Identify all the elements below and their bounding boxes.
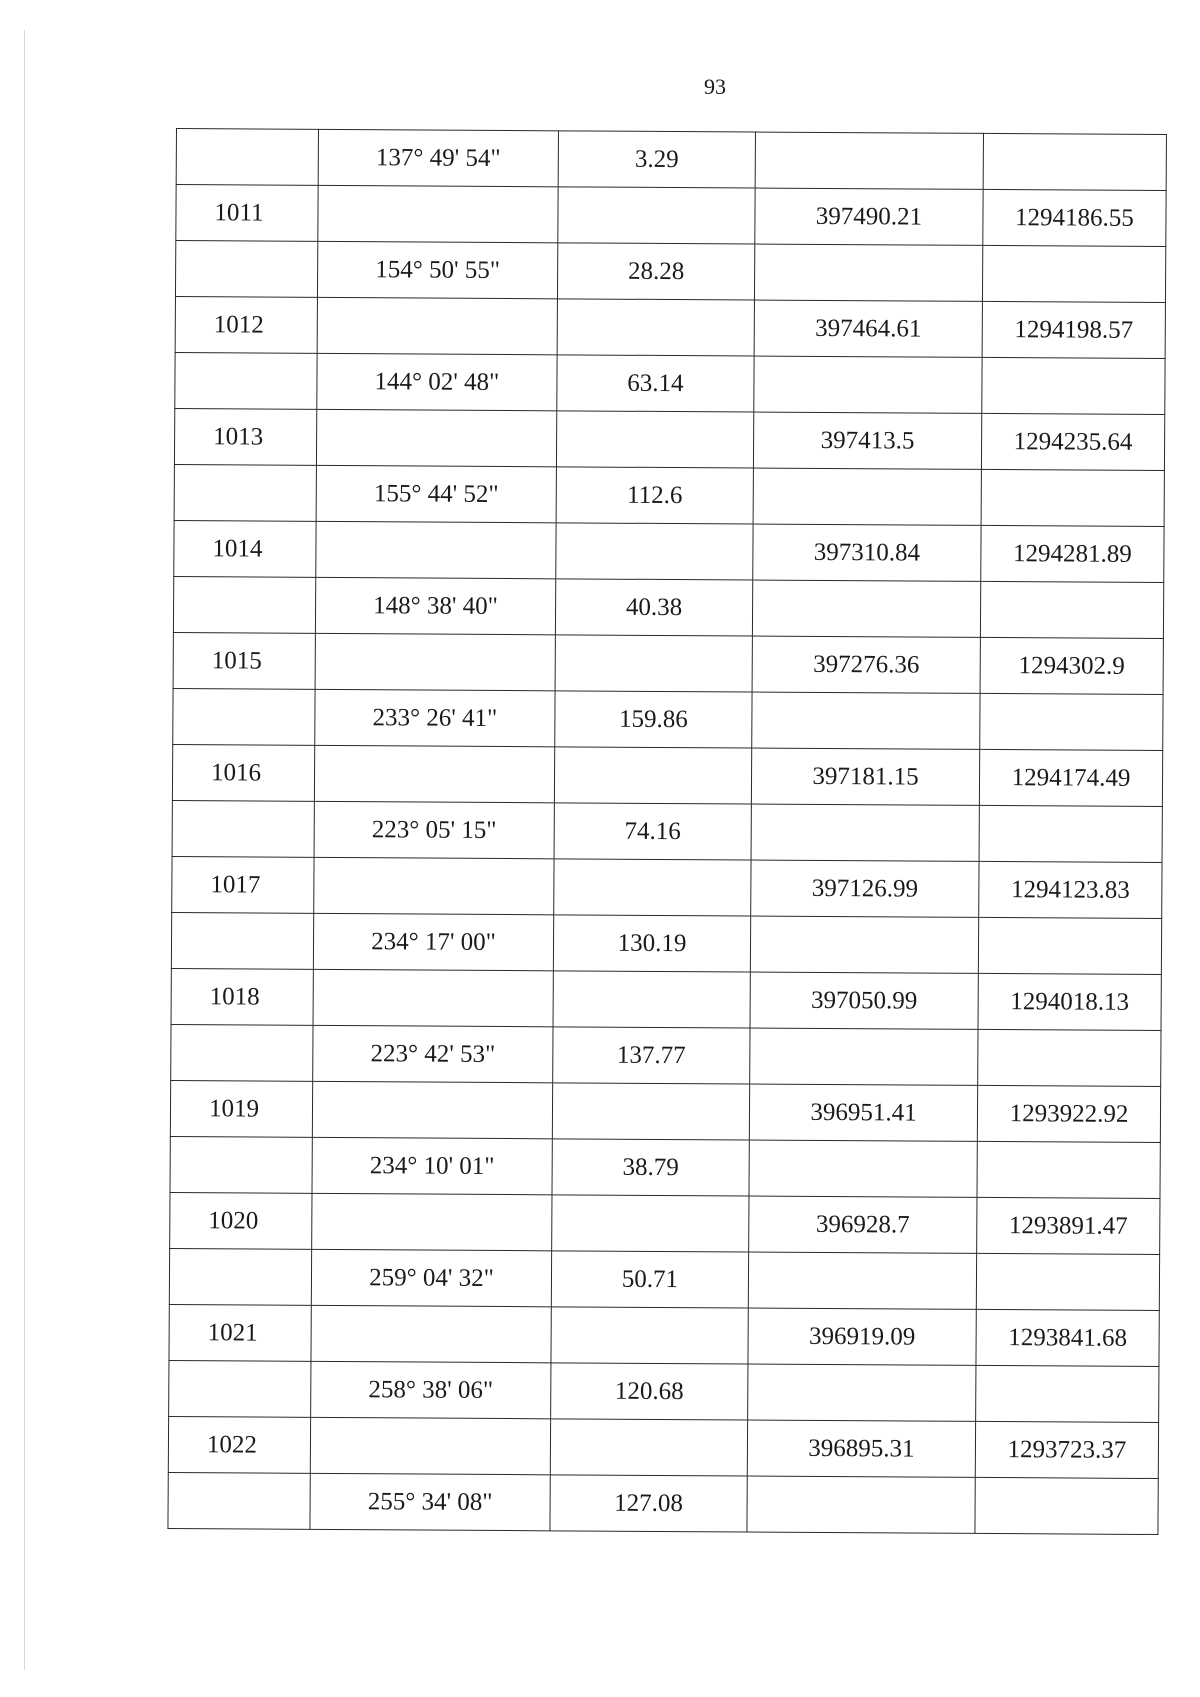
distance-cell bbox=[554, 859, 751, 916]
easting-cell bbox=[978, 1029, 1161, 1086]
table-row bbox=[173, 576, 1163, 638]
distance-cell bbox=[555, 635, 752, 692]
table-row bbox=[168, 1472, 1158, 1534]
distance-cell bbox=[551, 1307, 748, 1364]
point-id-cell bbox=[174, 464, 316, 521]
northing-cell bbox=[748, 1364, 976, 1421]
easting-cell bbox=[976, 1365, 1159, 1422]
easting-cell bbox=[979, 805, 1162, 862]
bearing-cell: 223° 05' 15" bbox=[314, 801, 554, 858]
point-id-cell: 1017 bbox=[172, 856, 314, 913]
bearing-cell: 259° 04' 32" bbox=[311, 1249, 551, 1306]
bearing-cell bbox=[315, 633, 555, 690]
bearing-cell: 223° 42' 53" bbox=[313, 1025, 553, 1082]
bearing-cell: 233° 26' 41" bbox=[315, 689, 555, 746]
bearing-cell: 154° 50' 55" bbox=[317, 241, 557, 298]
point-id-cell bbox=[172, 800, 314, 857]
northing-cell: 397126.99 bbox=[751, 860, 979, 917]
northing-cell: 396928.7 bbox=[749, 1196, 977, 1253]
table-row bbox=[170, 1136, 1160, 1198]
distance-cell bbox=[553, 971, 750, 1028]
point-id-cell: 1022 bbox=[168, 1416, 310, 1473]
point-id-cell bbox=[175, 241, 317, 298]
coordinate-table-container bbox=[167, 128, 1166, 1535]
table-row bbox=[170, 1192, 1160, 1254]
northing-cell: 397413.5 bbox=[753, 412, 981, 469]
table-row bbox=[171, 968, 1161, 1030]
easting-cell: 1294018.13 bbox=[978, 973, 1161, 1030]
easting-cell bbox=[982, 245, 1165, 302]
table-row bbox=[175, 241, 1165, 303]
table-row bbox=[169, 1248, 1159, 1310]
northing-cell bbox=[752, 692, 980, 749]
distance-cell: 50.71 bbox=[551, 1251, 748, 1308]
point-id-cell bbox=[168, 1472, 310, 1529]
bearing-cell: 148° 38' 40" bbox=[315, 577, 555, 634]
point-id-cell bbox=[173, 688, 315, 745]
northing-cell bbox=[751, 804, 979, 861]
easting-cell: 1293841.68 bbox=[976, 1309, 1159, 1366]
bearing-cell bbox=[314, 745, 554, 802]
northing-cell: 396919.09 bbox=[748, 1308, 976, 1365]
northing-cell bbox=[755, 132, 983, 189]
table-row bbox=[173, 688, 1163, 750]
point-id-cell bbox=[173, 576, 315, 633]
northing-cell: 397276.36 bbox=[752, 636, 980, 693]
northing-cell bbox=[754, 244, 982, 301]
bearing-cell bbox=[318, 185, 558, 242]
bearing-cell bbox=[316, 409, 556, 466]
table-row bbox=[174, 464, 1164, 526]
easting-cell bbox=[981, 469, 1164, 526]
easting-cell bbox=[980, 693, 1163, 750]
easting-cell bbox=[977, 1141, 1160, 1198]
northing-cell bbox=[754, 356, 982, 413]
easting-cell bbox=[983, 133, 1166, 190]
distance-cell: 127.08 bbox=[550, 1475, 747, 1532]
distance-cell: 130.19 bbox=[553, 915, 750, 972]
distance-cell bbox=[558, 187, 755, 244]
easting-cell: 1293723.37 bbox=[975, 1421, 1158, 1478]
northing-cell bbox=[748, 1252, 976, 1309]
bearing-cell: 234° 17' 00" bbox=[313, 913, 553, 970]
point-id-cell bbox=[176, 129, 318, 186]
easting-cell bbox=[980, 581, 1163, 638]
distance-cell: 40.38 bbox=[555, 579, 752, 636]
point-id-cell: 1013 bbox=[174, 408, 316, 465]
northing-cell: 397181.15 bbox=[751, 748, 979, 805]
table-row bbox=[169, 1304, 1159, 1366]
northing-cell bbox=[749, 1140, 977, 1197]
bearing-cell: 137° 49' 54" bbox=[318, 129, 558, 186]
northing-cell bbox=[750, 916, 978, 973]
northing-cell: 396951.41 bbox=[749, 1084, 977, 1141]
distance-cell: 137.77 bbox=[553, 1027, 750, 1084]
table-row bbox=[174, 408, 1164, 470]
bearing-cell bbox=[312, 1193, 552, 1250]
easting-cell bbox=[982, 357, 1165, 414]
distance-cell: 112.6 bbox=[556, 467, 753, 524]
bearing-cell: 255° 34' 08" bbox=[310, 1473, 550, 1530]
distance-cell bbox=[552, 1083, 749, 1140]
distance-cell bbox=[556, 523, 753, 580]
bearing-cell: 234° 10' 01" bbox=[312, 1137, 552, 1194]
bearing-cell bbox=[314, 857, 554, 914]
table-row bbox=[169, 1360, 1159, 1422]
northing-cell: 397050.99 bbox=[750, 972, 978, 1029]
table-row bbox=[172, 744, 1162, 806]
easting-cell: 1294198.57 bbox=[982, 301, 1165, 358]
point-id-cell: 1015 bbox=[173, 632, 315, 689]
distance-cell: 3.29 bbox=[558, 131, 755, 188]
bearing-cell bbox=[317, 297, 557, 354]
bearing-cell bbox=[313, 969, 553, 1026]
bearing-cell bbox=[310, 1417, 550, 1474]
table-row bbox=[176, 185, 1166, 247]
distance-cell bbox=[554, 747, 751, 804]
table-row bbox=[171, 912, 1161, 974]
distance-cell: 63.14 bbox=[557, 355, 754, 412]
easting-cell: 1294123.83 bbox=[979, 861, 1162, 918]
table-row bbox=[176, 129, 1166, 191]
table-row bbox=[172, 856, 1162, 918]
easting-cell: 1293922.92 bbox=[977, 1085, 1160, 1142]
northing-cell bbox=[747, 1476, 975, 1533]
page-number: 93 bbox=[704, 74, 726, 99]
easting-cell bbox=[978, 917, 1161, 974]
point-id-cell: 1016 bbox=[172, 744, 314, 801]
easting-cell bbox=[975, 1477, 1158, 1534]
distance-cell: 159.86 bbox=[555, 691, 752, 748]
point-id-cell: 1014 bbox=[174, 520, 316, 577]
easting-cell: 1294302.9 bbox=[980, 637, 1163, 694]
easting-cell: 1294186.55 bbox=[983, 189, 1166, 246]
bearing-cell bbox=[311, 1305, 551, 1362]
point-id-cell: 1019 bbox=[170, 1080, 312, 1137]
coordinate-table-body bbox=[168, 129, 1167, 1535]
point-id-cell: 1018 bbox=[171, 968, 313, 1025]
table-row bbox=[171, 1024, 1161, 1086]
easting-cell: 1293891.47 bbox=[977, 1197, 1160, 1254]
bearing-cell bbox=[312, 1081, 552, 1138]
point-id-cell bbox=[169, 1360, 311, 1417]
table-row bbox=[168, 1416, 1158, 1478]
northing-cell: 397490.21 bbox=[755, 188, 983, 245]
point-id-cell bbox=[169, 1248, 311, 1305]
table-row bbox=[175, 296, 1165, 358]
distance-cell bbox=[552, 1195, 749, 1252]
northing-cell: 397310.84 bbox=[753, 524, 981, 581]
northing-cell bbox=[753, 468, 981, 525]
easting-cell: 1294235.64 bbox=[981, 413, 1164, 470]
coordinate-table bbox=[167, 128, 1167, 1535]
northing-cell: 397464.61 bbox=[754, 300, 982, 357]
point-id-cell bbox=[170, 1136, 312, 1193]
bearing-cell: 258° 38' 06" bbox=[311, 1361, 551, 1418]
northing-cell bbox=[752, 580, 980, 637]
distance-cell: 28.28 bbox=[557, 243, 754, 300]
scan-margin-line bbox=[24, 30, 25, 1670]
easting-cell bbox=[976, 1253, 1159, 1310]
distance-cell bbox=[556, 411, 753, 468]
distance-cell: 120.68 bbox=[551, 1363, 748, 1420]
table-row bbox=[175, 352, 1165, 414]
distance-cell: 74.16 bbox=[554, 803, 751, 860]
easting-cell: 1294174.49 bbox=[979, 749, 1162, 806]
point-id-cell bbox=[171, 912, 313, 969]
bearing-cell: 155° 44' 52" bbox=[316, 465, 556, 522]
northing-cell bbox=[750, 1028, 978, 1085]
bearing-cell bbox=[316, 521, 556, 578]
distance-cell bbox=[557, 299, 754, 356]
point-id-cell bbox=[175, 352, 317, 409]
point-id-cell: 1021 bbox=[169, 1304, 311, 1361]
table-row bbox=[170, 1080, 1160, 1142]
bearing-cell: 144° 02' 48" bbox=[317, 353, 557, 410]
easting-cell: 1294281.89 bbox=[981, 525, 1164, 582]
table-row bbox=[172, 800, 1162, 862]
table-row bbox=[174, 520, 1164, 582]
point-id-cell: 1011 bbox=[176, 185, 318, 242]
point-id-cell bbox=[171, 1024, 313, 1081]
point-id-cell: 1012 bbox=[175, 296, 317, 353]
northing-cell: 396895.31 bbox=[747, 1420, 975, 1477]
distance-cell bbox=[550, 1419, 747, 1476]
point-id-cell: 1020 bbox=[170, 1192, 312, 1249]
table-row bbox=[173, 632, 1163, 694]
distance-cell: 38.79 bbox=[552, 1139, 749, 1196]
